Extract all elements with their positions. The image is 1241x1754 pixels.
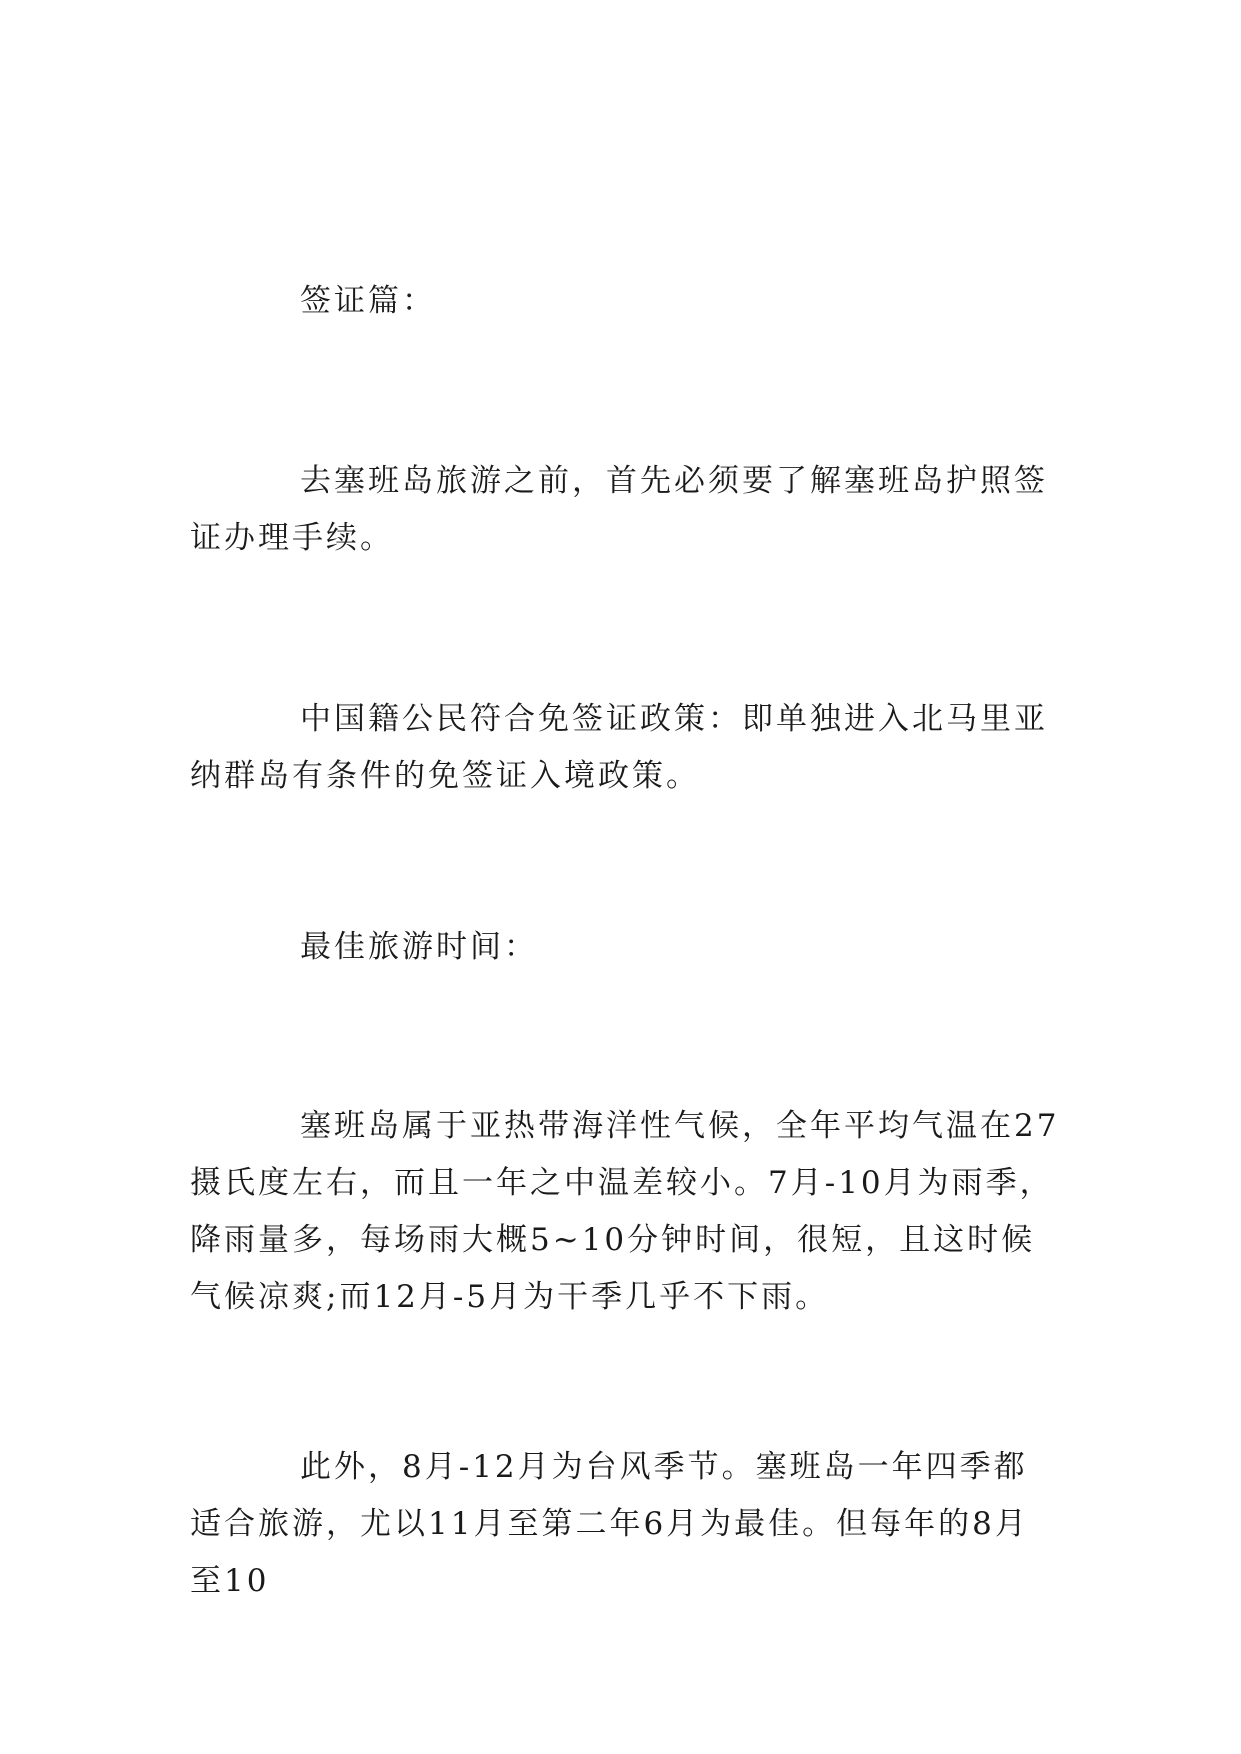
paragraph-climate: 塞班岛属于亚热带海洋性气候，全年平均气温在27摄氏度左右，而且一年之中温差较小。7月-10月为雨季，降雨量多，每场雨大概5~10分钟时间，很短，且这时候气候凉爽;而12月-5月为干季几乎不下雨。 [190, 1108, 1060, 1315]
section-heading-best-time: 最佳旅游时间： [300, 929, 538, 965]
paragraph-visa-policy: 中国籍公民符合免签证政策：即单独进入北马里亚纳群岛有条件的免签证入境政策。 [190, 701, 1048, 794]
paragraph-visa-intro: 去塞班岛旅游之前，首先必须要了解塞班岛护照签证办理手续。 [190, 463, 1048, 556]
paragraph-typhoon-season: 此外，8月-12月为台风季节。塞班岛一年四季都适合旅游，尤以11月至第二年6月为最佳。但每年的8月至10 [190, 1449, 1029, 1599]
section-heading-visa: 签证篇： [300, 283, 436, 319]
